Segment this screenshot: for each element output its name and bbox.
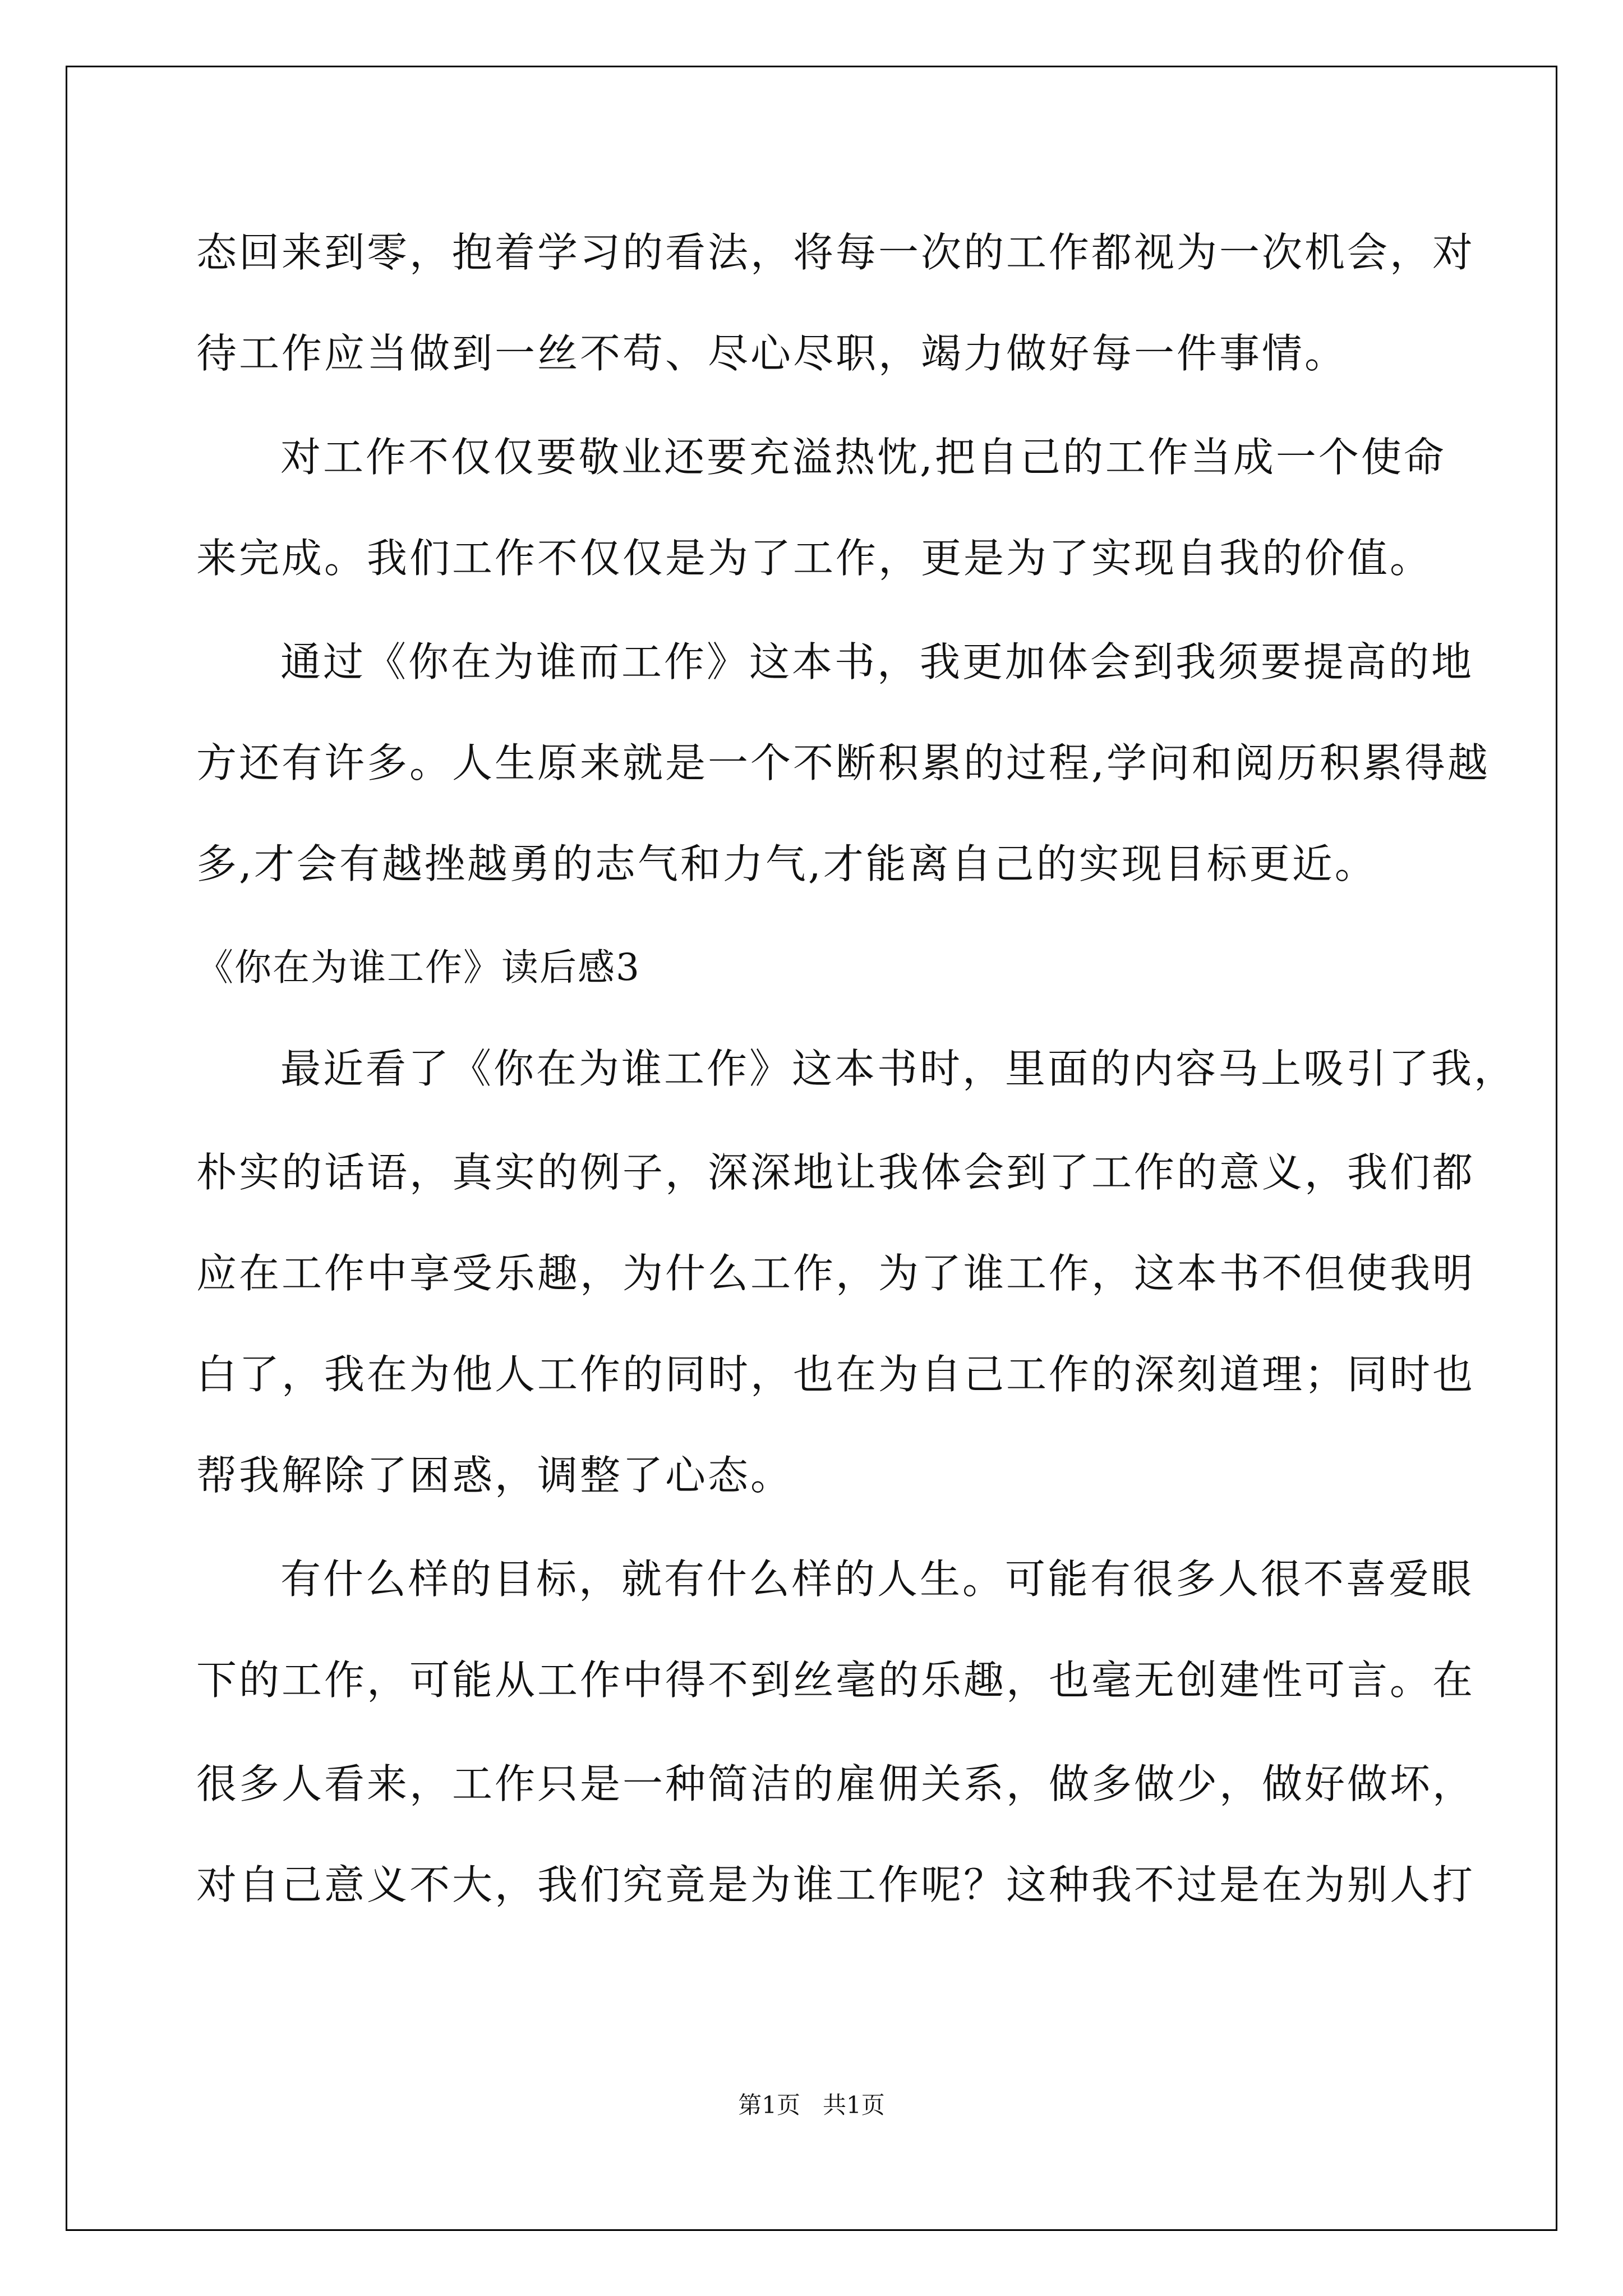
section-heading: 《你在为谁工作》读后感3: [196, 946, 640, 989]
page-total: 共1页: [823, 2091, 885, 2119]
body-line: 很多人看来，工作只是一种简洁的雇佣关系，做多做少，做好做坏，: [196, 1760, 1476, 1807]
page-number: 第1页: [738, 2091, 800, 2119]
body-line: 应在工作中享受乐趣，为什么工作，为了谁工作，这本书不但使我明: [196, 1250, 1476, 1297]
body-line: 来完成。我们工作不仅仅是为了工作，更是为了实现自我的价值。: [196, 535, 1433, 582]
body-line: 帮我解除了困惑，调整了心态。: [196, 1452, 794, 1499]
body-line: 对工作不仅仅要敬业还要充溢热忱,把自己的工作当成一个使命: [280, 434, 1446, 481]
body-line: 态回来到零，抱着学习的看法，将每一次的工作都视为一次机会，对: [196, 229, 1476, 276]
body-line: 方还有许多。人生原来就是一个不断积累的过程,学问和阅历积累得越: [196, 739, 1490, 786]
page-footer: [0, 2091, 1623, 2119]
body-line: 有什么样的目标，就有什么样的人生。可能有很多人很不喜爱眼: [280, 1556, 1474, 1603]
body-line: 待工作应当做到一丝不苟、尽心尽职，竭力做好每一件事情。: [196, 330, 1348, 377]
body-line: 最近看了《你在为谁工作》这本书时，里面的内容马上吸引了我，: [280, 1045, 1517, 1092]
body-line: 朴实的话语，真实的例子，深深地让我体会到了工作的意义，我们都: [196, 1149, 1476, 1196]
body-line: 多,才会有越挫越勇的志气和力气,才能离自己的实现目标更近。: [196, 840, 1377, 887]
body-line: 下的工作，可能从工作中得不到丝毫的乐趣，也毫无创建性可言。在: [196, 1657, 1476, 1704]
body-line: 对自己意义不大，我们究竟是为谁工作呢？这种我不过是在为别人打: [196, 1861, 1476, 1908]
body-line: 白了，我在为他人工作的同时，也在为自己工作的深刻道理；同时也: [196, 1351, 1476, 1398]
body-line: 通过《你在为谁而工作》这本书，我更加体会到我须要提高的地: [280, 638, 1474, 685]
